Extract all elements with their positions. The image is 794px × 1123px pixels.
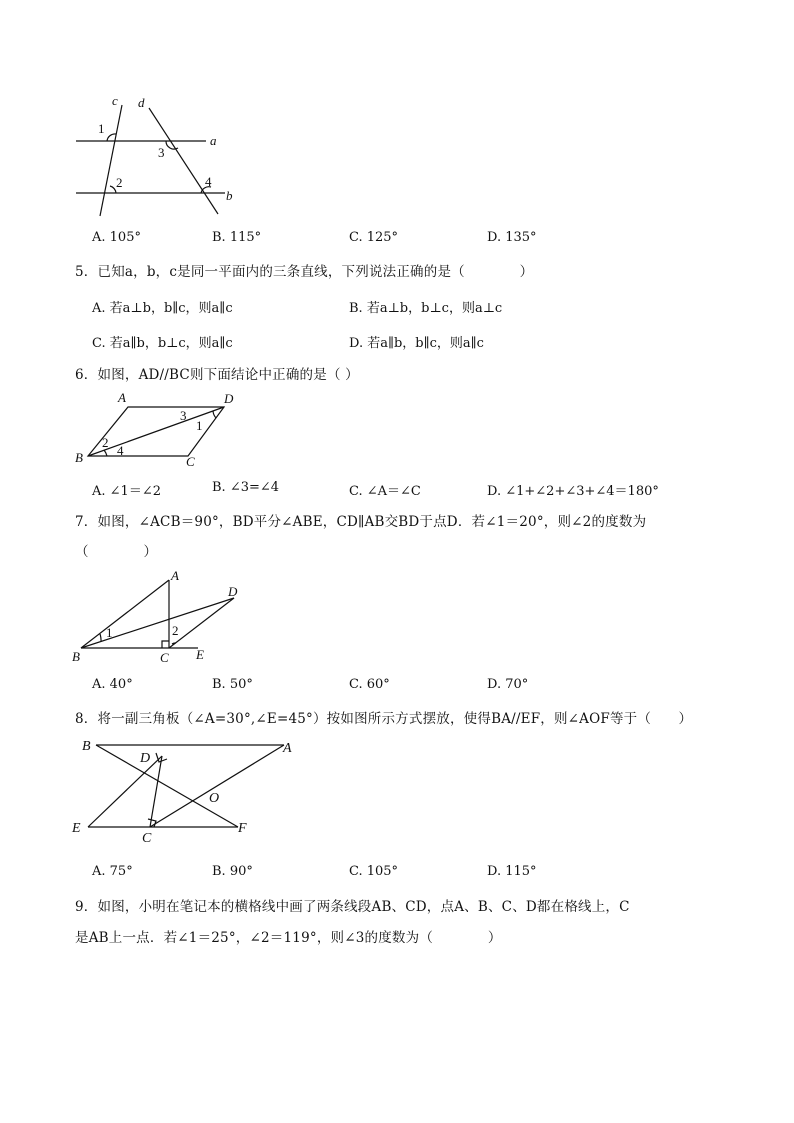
q5-option-b: B. 若a⊥b，b⊥c，则a⊥c: [349, 301, 503, 316]
q8-label-d: D: [140, 751, 151, 766]
q6-angle-1: 1: [196, 418, 203, 433]
q7-line-ab: [81, 580, 169, 648]
q7-figure: [70, 565, 250, 665]
q4-option-d: D. 135°: [487, 230, 537, 245]
q7-angle-2: 2: [172, 623, 179, 638]
q4-label-a: a: [210, 133, 217, 148]
q7-arc-1: [100, 634, 101, 642]
q9-stem-line1: 9．如图，小明在笔记本的横格线中画了两条线段AB、CD，点A、B、C、D都在格线上，C: [75, 899, 630, 915]
q5-option-d: D. 若a∥b，b∥c，则a∥c: [349, 336, 484, 351]
q4-line-d: [149, 108, 218, 214]
q4-angle-3: 3: [158, 145, 165, 160]
q8-label-f: F: [238, 821, 247, 836]
q6-label-b: B: [75, 450, 83, 465]
q7-angle-1: 1: [106, 625, 113, 640]
q4-angle-4: 4: [205, 174, 212, 189]
q5-option-c: C. 若a∥b，b⊥c，则a∥c: [92, 336, 233, 351]
q7-right-angle-mark: [162, 641, 169, 648]
q6-label-a: A: [118, 390, 126, 405]
q7-option-c: C. 60°: [349, 677, 390, 692]
q4-option-b: B. 115°: [212, 230, 262, 245]
q8-line-dc: [150, 756, 162, 827]
q6-option-c: C. ∠A＝∠C: [349, 484, 421, 499]
q6-label-c: C: [186, 454, 195, 469]
q7-line-bd: [81, 598, 234, 648]
q8-label-a: A: [283, 741, 292, 756]
q8-stem: 8．将一副三角板（∠A=30°,∠E=45°）按如图所示方式摆放，使得BA//EF，则∠AOF等于（ ）: [75, 711, 693, 727]
q5-stem: 5．已知a，b，c是同一平面内的三条直线，下列说法正确的是（ ）: [75, 264, 534, 280]
q7-line-cd: [169, 598, 234, 648]
q8-label-o: O: [209, 791, 220, 806]
q7-label-b: B: [72, 649, 80, 664]
q6-arc-1: [213, 411, 216, 418]
q6-figure: [70, 388, 250, 468]
q8-label-e: E: [72, 821, 81, 836]
q4-angle-1: 1: [98, 121, 105, 136]
q6-option-b: B. ∠3=∠4: [212, 480, 280, 495]
q4-figure: [60, 90, 260, 230]
q7-option-a: A. 40°: [92, 677, 133, 692]
q5-option-a: A. 若a⊥b，b∥c，则a∥c: [92, 301, 233, 316]
q8-option-b: B. 90°: [212, 864, 253, 879]
q6-angle-4: 4: [117, 443, 124, 458]
q8-option-c: C. 105°: [349, 864, 399, 879]
q8-option-a: A. 75°: [92, 864, 133, 879]
q7-label-a: A: [171, 568, 179, 583]
q8-label-b: B: [82, 739, 91, 754]
q6-option-d: D. ∠1+∠2+∠3+∠4＝180°: [487, 484, 659, 499]
q6-arc-2: [104, 450, 107, 456]
q7-stem: 7．如图，∠ACB＝90°，BD平分∠ABE，CD∥AB交BD于点D．若∠1＝20°，则∠2的度数为: [75, 514, 647, 530]
q8-option-d: D. 115°: [487, 864, 537, 879]
q6-label-d: D: [224, 391, 234, 406]
q4-label-b: b: [226, 188, 233, 203]
q7-label-c: C: [160, 650, 169, 665]
q6-option-a: A. ∠1＝∠2: [92, 484, 161, 499]
q7-option-b: B. 50°: [212, 677, 253, 692]
q4-arc-3: [166, 141, 178, 149]
q4-option-c: C. 125°: [349, 230, 399, 245]
q6-stem: 6．如图，AD//BC则下面结论中正确的是（ ）: [75, 367, 359, 383]
q4-label-d: d: [138, 95, 145, 110]
q8-figure: [70, 732, 320, 852]
q4-label-c: c: [112, 93, 118, 108]
q6-angle-3: 3: [180, 408, 187, 423]
q7-option-d: D. 70°: [487, 677, 529, 692]
q7-label-d: D: [228, 584, 238, 599]
q7-label-e: E: [196, 647, 204, 662]
q7-stem-paren: （ ）: [75, 544, 158, 560]
q8-label-c: C: [142, 831, 152, 846]
q8-line-ec: [88, 756, 162, 827]
q4-option-a: A. 105°: [92, 230, 141, 245]
q6-angle-2: 2: [102, 435, 109, 450]
q9-stem-line2: 是AB上一点．若∠1＝25°，∠2＝119°，则∠3的度数为（ ）: [75, 930, 502, 946]
q4-angle-2: 2: [116, 175, 123, 190]
